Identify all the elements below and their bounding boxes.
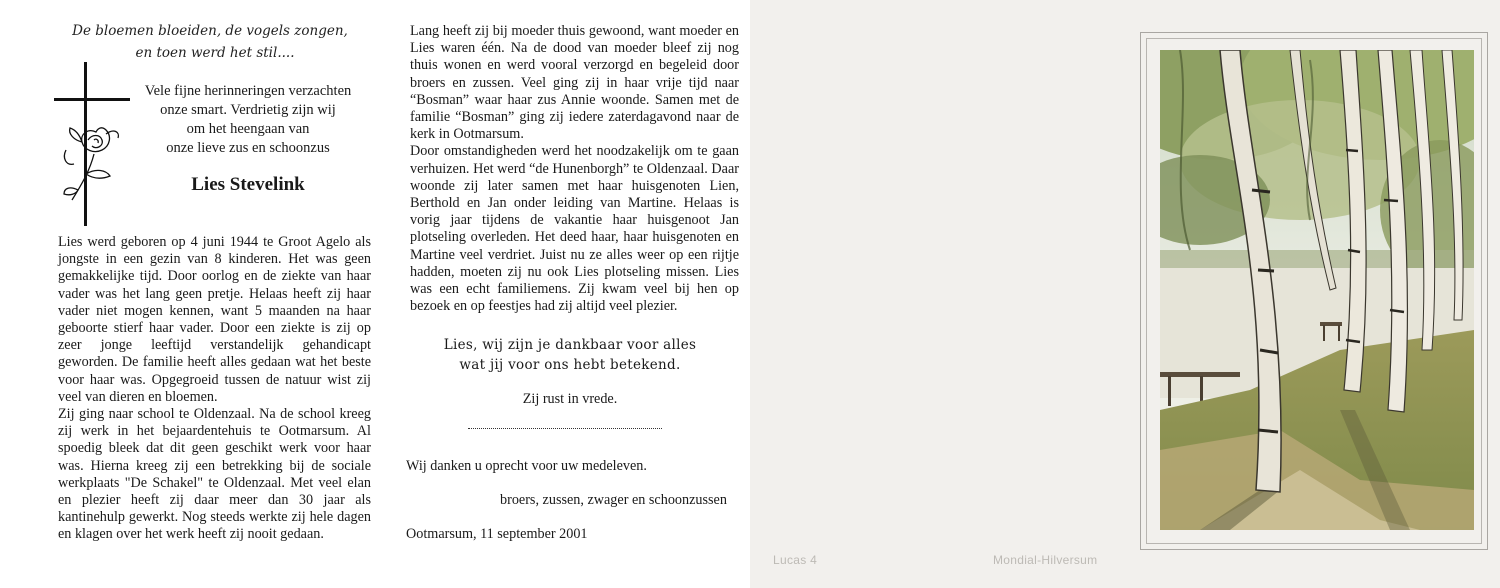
biography-paragraph: Zij ging naar school te Oldenzaal. Na de school kreeg zij werk in het bejaardentehuis te Ootmarsum. Al spoedig bleek dat dit geen geschikt werk voor haar was. Hierna kreeg zij een betrekking bij de sociale werkplaats "De Schakel" te Oldenzaal. Met veel elan en plezier heeft zij daar meer dan 30 jaar als kantinehulp gewerkt. Nog steeds werkte zij hele dagen en klagen over het werk heeft zij nooit gedaan. [58,406,371,543]
intro-line: onze lieve zus en schoonzus [166,140,330,156]
biography-paragraph: Lies werd geboren op 4 juni 1944 te Groot Agelo als jongste in een gezin van 8 kinderen. Het was geen gemakkelijke tijd. Door oorlog en de ziekte van haar vader was het lang geen pretje. Helaas heeft zij haar vader niet mogen kennen, want 5 maanden na haar geboorte stierf haar vader. Door een ziekte is zij op zeer jonge leeftijd verstandelijk gehandicapt geworden. De familie heeft alles gedaan wat het beste voor haar was. Opgegroeid tussen de natuur wist zij veel van dieren en bloemen. [58,234,371,405]
family-signature: broers, zussen, zwager en schoonzussen [500,492,727,508]
biography-left-column [58,234,371,544]
biography-paragraph: Lang heeft zij bij moeder thuis gewoond, want moeder en Lies waren één. Na de dood van moeder bleef zij nog thuis wonen en werd vooral verzorgd en begeleid door broers en zussen. Veel ging zij in haar vrije tijd naar “Bosman” waar haar zus Annie woonde. Samen met de familie “Bosman” ging zij iedere zaterdagavond naar de kerk in Ootmarsum. [410,23,739,143]
biography-paragraph: Door omstandigheden werd het noodzakelijk om te gaan verhuizen. Het werd “de Hunenborgh” te Oldenzaal. Daar woonde zij later samen met haar huisgenoten Lien, Berthold en Jan onder leiding van Martine. Helaas is vorig jaar tijdens de vakantie haar huisgenoot Jan plotseling overleden. Het deed haar, haar huisgenoten en Martine veel verdriet. Juist nu ze alles weer op een rijtje hadden, moeten zij nu ook Lies plotseling missen. Lies was een echt familiemens. Zij kwam veel bij hen op bezoek en op feestjes had zij altijd veel plezier. [410,143,739,315]
biography-right-column [410,23,739,315]
intro-line: Vele fijne herinneringen verzachten [144,83,352,99]
verse-line-1: De bloemen bloeiden, de vogels zongen, [72,23,348,39]
deceased-name: Lies Stevelink [191,174,305,195]
dotted-divider [468,428,662,429]
quote-line-2: wat jij voor ons hebt betekend. [459,356,681,373]
verse-line-2: en toen werd het stil.... [135,45,295,61]
intro-text [128,82,368,158]
gratitude-quote [430,336,710,375]
publisher-name: Mondial-Hilversum [993,553,1098,567]
opening-verse [60,20,360,64]
birch-lake-photo [1160,50,1474,530]
cross-with-rose-icon [52,62,132,228]
intro-line: om het heengaan van [186,121,310,137]
quote-line-1: Lies, wij zijn je dankbaar voor alles [443,337,697,353]
rest-in-peace-line: Zij rust in vrede. [522,391,618,407]
publisher-code: Lucas 4 [773,553,818,567]
intro-line: onze smart. Verdrietig zijn wij [160,102,336,118]
place-and-date: Ootmarsum, 11 september 2001 [406,526,588,542]
thanks-line: Wij danken u oprecht voor uw medeleven. [406,458,647,474]
